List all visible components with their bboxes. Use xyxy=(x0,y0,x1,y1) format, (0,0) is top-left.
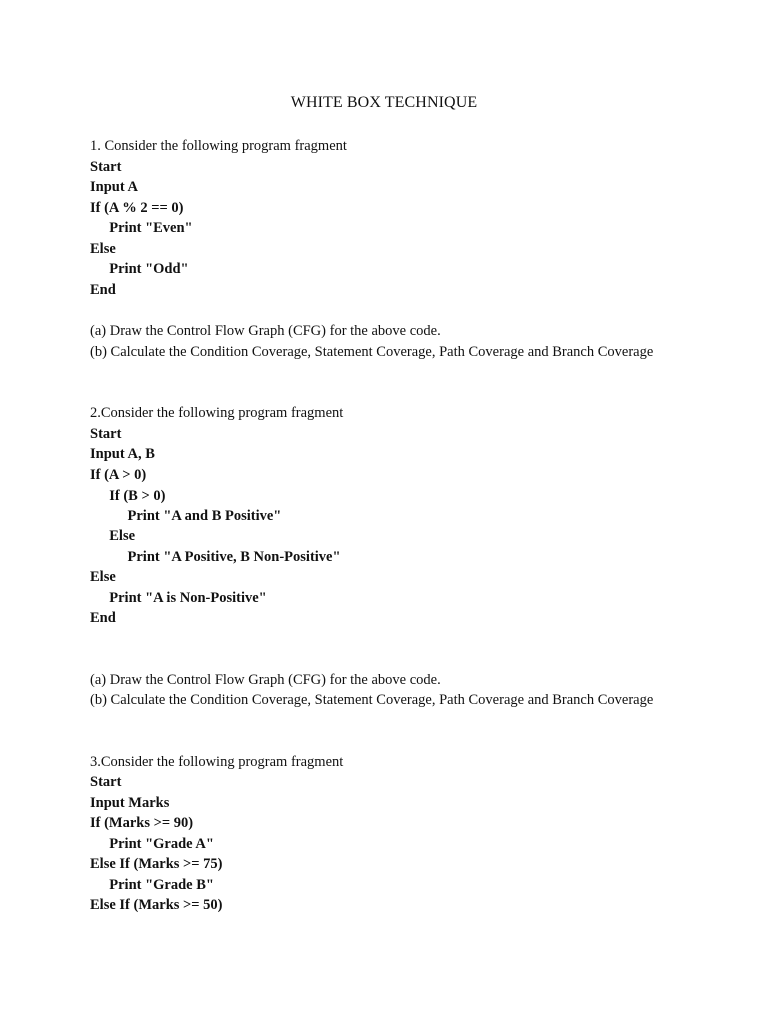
q1-part-b: (b) Calculate the Condition Coverage, Statement Coverage, Path Coverage and Branch Coverage xyxy=(90,344,654,360)
q1-code-line: Print "Odd" xyxy=(102,261,189,277)
q3-code-line: Print "Grade B" xyxy=(102,877,214,893)
q1-code-line: Else xyxy=(90,241,116,257)
q3-code-line: Input Marks xyxy=(90,795,170,811)
q2-code-line: Start xyxy=(90,426,122,442)
q1-code-line: If (A % 2 == 0) xyxy=(90,200,184,216)
q2-code-line: Print "A is Non-Positive" xyxy=(102,590,267,606)
q3-code-line: Start xyxy=(90,774,122,790)
q3-code-line: Print "Grade A" xyxy=(102,836,214,852)
q2-code-line: Else xyxy=(90,569,116,585)
q3-intro: 3.Consider the following program fragment xyxy=(90,754,344,770)
q2-code-line: If (A > 0) xyxy=(90,467,147,483)
q1-part-a: (a) Draw the Control Flow Graph (CFG) for the above code. xyxy=(90,323,441,339)
q2-code-line: Print "A Positive, B Non-Positive" xyxy=(113,549,341,565)
q1-intro: 1. Consider the following program fragment xyxy=(90,138,347,154)
q2-code-line: Input A, B xyxy=(90,446,155,462)
q2-code-line: Else xyxy=(102,528,136,544)
q1-code-line: Input A xyxy=(90,179,138,195)
q2-code-line: Print "A and B Positive" xyxy=(113,508,282,524)
q2-intro: 2.Consider the following program fragment xyxy=(90,405,344,421)
q2-part-b: (b) Calculate the Condition Coverage, Statement Coverage, Path Coverage and Branch Coverage xyxy=(90,692,654,708)
q2-code-line: If (B > 0) xyxy=(102,488,166,504)
q3-code-line: Else If (Marks >= 50) xyxy=(90,897,223,913)
q3-code-line: If (Marks >= 90) xyxy=(90,815,194,831)
q3-code-line: Else If (Marks >= 75) xyxy=(90,856,223,872)
q2-part-a: (a) Draw the Control Flow Graph (CFG) for the above code. xyxy=(90,672,441,688)
q2-code-line: End xyxy=(90,610,116,626)
q1-code-line: Print "Even" xyxy=(102,220,193,236)
q1-code-line: Start xyxy=(90,159,122,175)
page-title: WHITE BOX TECHNIQUE xyxy=(290,94,478,111)
q1-code-line: End xyxy=(90,282,116,298)
